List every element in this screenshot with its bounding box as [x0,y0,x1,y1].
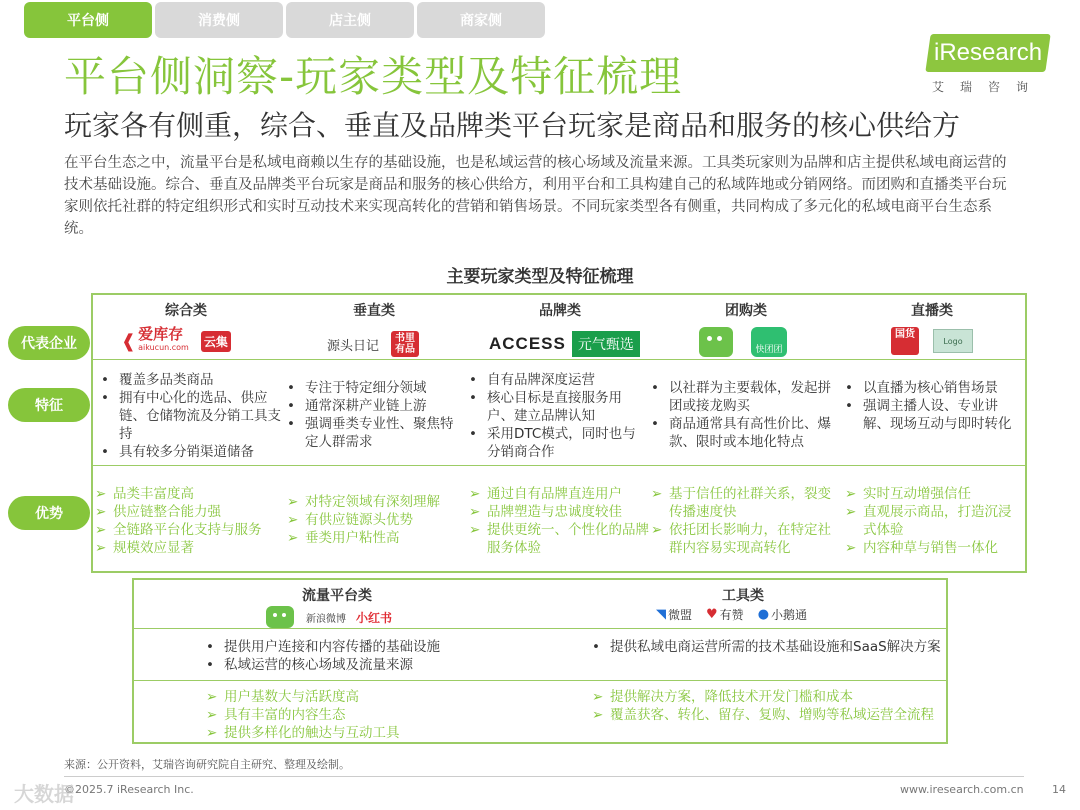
advantages-cell: ➢ 通过自有品牌直连用户 ➢ 品牌塑造与忠诚度较佳 ➢ 提供更统一、个性化的品牌服务体验 [469,486,649,556]
features-cell: • 覆盖多品类商品 • 拥有中心化的选品、供应链、仓储物流及分销工具支持 • 具有较多分销渠道储备 [101,372,281,460]
col-header: 综合类 [165,303,207,319]
col-header: 直播类 [911,303,953,319]
advantages-cell: ➢ 对特定领域有深刻理解 ➢ 有供应链源头优势 ➢ 垂类用户粘性高 [287,494,440,546]
wechat-icon [266,606,294,628]
tab-consumer[interactable]: 消费侧 [155,2,283,38]
diagram-title: 主要玩家类型及特征梳理 [446,267,634,287]
col-header: 品牌类 [539,303,581,319]
access-logo: ACCESS 元气甄选 [489,331,640,357]
advantages-cell: ➢ 基于信任的社群关系，裂变传播速度快 ➢ 依托团长影响力，在特定社群内容易实现高转化 [651,486,831,556]
page-title: 平台侧洞察-玩家类型及特征梳理 [64,52,683,101]
col-header: 垂直类 [353,303,395,319]
wechat-icon [699,327,733,357]
advantages-cell: ➢ 品类丰富度高 ➢ 供应链整合能力强 ➢ 全链路平台化支持与服务 ➢ 规模效应显著 [95,486,262,556]
watermark: 大数据 [14,782,74,806]
features-cell: • 以直播为核心销售场景 • 强调主播人设、专业讲解、现场互动与即时转化 [845,380,1012,432]
tab-platform[interactable]: 平台侧 [24,2,152,38]
advantages-cell: ➢ 提供解决方案，降低技术开发门槛和成本 ➢ 覆盖获客、转化、留存、复购、增购等私域运营全流程 [592,689,934,723]
col-header: 工具类 [722,588,764,604]
tool-logos: ◥ 微盟 ♥ 有赞 ● 小鹅通 [656,607,808,622]
yuantou-logo: 源头日记 书里有品 [327,331,419,357]
wechat-logo [699,327,787,357]
col-header: 团购类 [725,303,767,319]
features-cell: • 专注于特定细分领域 • 通常深耕产业链上游 • 强调垂类专业性、聚焦特定人群需求 [287,380,454,450]
traffic-platform-logos: 新浪微博 小红书 [266,606,392,628]
kuaituantuan-icon: 快团团 [751,327,787,357]
tab-shopowner[interactable]: 店主侧 [286,2,414,38]
main-player-table [91,293,1027,573]
row-label-companies: 代表企业 [8,326,90,360]
features-cell: • 提供私域电商运营所需的技术基础设施和SaaS解决方案 [592,639,941,655]
features-cell: • 提供用户连接和内容传播的基础设施 • 私域运营的核心场域及流量来源 [206,639,440,673]
features-cell: • 以社群为主要载体，发起拼团或接龙购买 • 商品通常具有高性价比、爆款、限时或本地化特点 [651,380,831,450]
top-tabs [24,2,548,38]
features-cell: • 自有品牌深度运营 • 核心目标是直接服务用户、建立品牌认知 • 采用DTC模式，同时也与分销商合作 [469,372,636,460]
footer-divider [64,776,1024,777]
copyright: ©2025.7 iResearch Inc. [64,783,194,796]
tab-merchant[interactable]: 商家侧 [417,2,545,38]
website-link[interactable]: www.iresearch.com.cn [900,783,1024,796]
weimeng-icon: ◥ [656,607,666,622]
infrastructure-table [132,578,948,744]
zhibo-logo: 国货 Logo [891,327,973,355]
advantages-cell: ➢ 用户基数大与活跃度高 ➢ 具有丰富的内容生态 ➢ 提供多样化的触达与互动工具 [206,689,400,741]
source-note: 来源：公开资料，艾瑞咨询研究院自主研究、整理及绘制。 [64,758,350,771]
row-label-features: 特征 [8,388,90,422]
iresearch-logo: iResearch 艾瑞咨询 [928,34,1052,96]
page-subtitle: 玩家各有侧重，综合、垂直及品牌类平台玩家是商品和服务的核心供给方 [64,109,961,142]
row-label-advantages: 优势 [8,496,90,530]
aikucun-logo: ❰ 爱库存 aikucun.com 云集 [121,327,231,355]
youzan-icon: ♥ [706,607,718,622]
advantages-cell: ➢ 实时互动增强信任 ➢ 直观展示商品，打造沉浸式体验 ➢ 内容种草与销售一体化 [845,486,1012,556]
col-header: 流量平台类 [302,588,372,604]
xiaoetong-icon: ● [757,607,770,622]
intro-paragraph: 在平台生态之中，流量平台是私域电商赖以生存的基础设施，也是私域运营的核心场域及流量来源。工具类玩家则为品牌和店主提供私域电商运营的技术基础设施。综合、垂直及品牌类平台玩家是商品和服务的核心供给方，利用平台和工具构建自己的私域阵地或分销网络。而团购和直播类平台玩家则依托社群的特定组织形式和实时互动技术来实现高转化的营销和销售场景。不同玩家类型各有侧重，共同构成了多元化的私域电商平台生态系统。 [64,155,1007,237]
page-number: 14 [1052,783,1066,796]
